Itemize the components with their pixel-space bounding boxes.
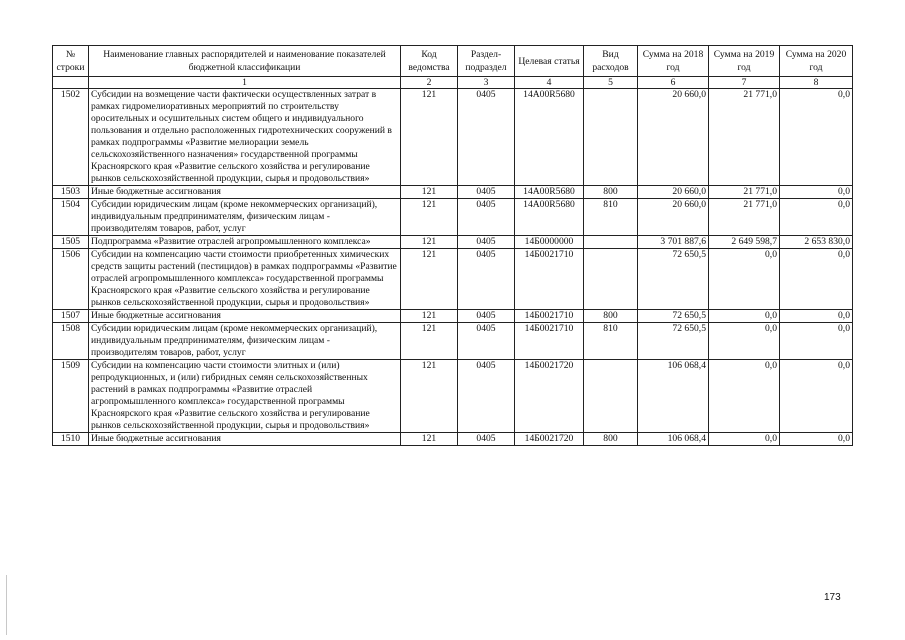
- sum-2019-cell: 21 771,0: [709, 199, 780, 236]
- row-number-cell: 1510: [53, 433, 89, 446]
- expense-type-cell: [584, 236, 638, 249]
- column-number-row: [53, 77, 853, 89]
- sum-2018-cell: 106 068,4: [638, 433, 709, 446]
- dept-code-cell: 121: [401, 323, 458, 360]
- row-number-cell: 1502: [53, 89, 89, 186]
- section-cell: 0405: [458, 89, 515, 186]
- column-number: 5: [584, 77, 638, 89]
- header-name: Наименование главных распорядителей и наименование показателей бюджетной классификации: [89, 46, 401, 77]
- target-cell: 14Б0021710: [515, 323, 584, 360]
- sum-2020-cell: 0,0: [780, 360, 853, 433]
- table-row: [53, 310, 853, 323]
- dept-code-cell: 121: [401, 186, 458, 199]
- header-row: [53, 46, 853, 77]
- sum-2020-cell: 0,0: [780, 433, 853, 446]
- section-cell: 0405: [458, 360, 515, 433]
- section-cell: 0405: [458, 323, 515, 360]
- budget-table: [52, 45, 853, 446]
- column-number: [53, 77, 89, 89]
- header-expense-type: Вид расходов: [584, 46, 638, 77]
- row-name-cell: Субсидии на компенсацию части стоимости приобретенных химических средств защиты растений (пестицидов) в рамках подпрограммы «Развитие отраслей агропромышленного комплекса» государственной программы Красноярского края «Развитие сельского хозяйства и регулирование рынков сельскохозяйственной продукции, сырья и продовольствия»: [89, 249, 401, 310]
- table-row: [53, 360, 853, 433]
- sum-2019-cell: 21 771,0: [709, 89, 780, 186]
- expense-type-cell: [584, 360, 638, 433]
- section-cell: 0405: [458, 249, 515, 310]
- target-cell: 14Б0021720: [515, 360, 584, 433]
- table-row: [53, 249, 853, 310]
- header-row-no: № строки: [53, 46, 89, 77]
- row-number-cell: 1507: [53, 310, 89, 323]
- section-cell: 0405: [458, 433, 515, 446]
- sum-2020-cell: 2 653 830,0: [780, 236, 853, 249]
- column-number: 6: [638, 77, 709, 89]
- column-number: 1: [89, 77, 401, 89]
- table-row: [53, 323, 853, 360]
- dept-code-cell: 121: [401, 360, 458, 433]
- sum-2018-cell: 72 650,5: [638, 310, 709, 323]
- table-row: [53, 199, 853, 236]
- sum-2018-cell: 72 650,5: [638, 323, 709, 360]
- sum-2019-cell: 2 649 598,7: [709, 236, 780, 249]
- sum-2020-cell: 0,0: [780, 310, 853, 323]
- row-name-cell: Субсидии на возмещение части фактически осуществленных затрат в рамках гидромелиоративных мероприятий по строительству оросительных и осушительных систем общего и индивидуального пользования и отдельно расположенных гидротехнических сооружений в рамках подпрограммы «Развитие мелиорации земель сельскохозяйственного назначения» государственной программы Красноярского края «Развитие сельского хозяйства и регулирование рынков сельскохозяйственной продукции, сырья и продовольствия»: [89, 89, 401, 186]
- header-sum-2018: Сумма на 2018 год: [638, 46, 709, 77]
- header-sum-2019: Сумма на 2019 год: [709, 46, 780, 77]
- row-number-cell: 1508: [53, 323, 89, 360]
- table-row: [53, 433, 853, 446]
- column-number: 7: [709, 77, 780, 89]
- sum-2018-cell: 72 650,5: [638, 249, 709, 310]
- sum-2018-cell: 3 701 887,6: [638, 236, 709, 249]
- expense-type-cell: 810: [584, 323, 638, 360]
- sum-2019-cell: 0,0: [709, 310, 780, 323]
- dept-code-cell: 121: [401, 310, 458, 323]
- sum-2018-cell: 20 660,0: [638, 186, 709, 199]
- row-name-cell: Иные бюджетные ассигнования: [89, 310, 401, 323]
- sum-2019-cell: 0,0: [709, 360, 780, 433]
- dept-code-cell: 121: [401, 433, 458, 446]
- row-name-cell: Субсидии на компенсацию части стоимости элитных и (или) репродукционных, и (или) гибридных семян сельскохозяйственных растений в рамках подпрограммы «Развитие отраслей агропромышленного комплекса» государственной программы Красноярского края «Развитие сельского хозяйства и регулирование рынков сельскохозяйственной продукции, сырья и продовольствия»: [89, 360, 401, 433]
- row-number-cell: 1509: [53, 360, 89, 433]
- column-number: 2: [401, 77, 458, 89]
- sum-2019-cell: 21 771,0: [709, 186, 780, 199]
- target-cell: 14Б0021710: [515, 249, 584, 310]
- target-cell: 14А00R5680: [515, 186, 584, 199]
- sum-2019-cell: 0,0: [709, 433, 780, 446]
- scan-edge-mark: [6, 575, 7, 635]
- sum-2019-cell: 0,0: [709, 249, 780, 310]
- table-row: [53, 89, 853, 186]
- row-name-cell: Субсидии юридическим лицам (кроме некоммерческих организаций), индивидуальным предпринимателям, физическим лицам - производителям товаров, работ, услуг: [89, 199, 401, 236]
- sum-2018-cell: 20 660,0: [638, 89, 709, 186]
- row-number-cell: 1505: [53, 236, 89, 249]
- sum-2018-cell: 106 068,4: [638, 360, 709, 433]
- expense-type-cell: 800: [584, 310, 638, 323]
- sum-2020-cell: 0,0: [780, 249, 853, 310]
- sum-2020-cell: 0,0: [780, 323, 853, 360]
- dept-code-cell: 121: [401, 89, 458, 186]
- sum-2020-cell: 0,0: [780, 89, 853, 186]
- target-cell: 14А00R5680: [515, 199, 584, 236]
- header-dept-code: Код ведомства: [401, 46, 458, 77]
- expense-type-cell: 800: [584, 186, 638, 199]
- target-cell: 14Б0021720: [515, 433, 584, 446]
- dept-code-cell: 121: [401, 199, 458, 236]
- header-target: Целевая статья: [515, 46, 584, 77]
- row-number-cell: 1504: [53, 199, 89, 236]
- dept-code-cell: 121: [401, 249, 458, 310]
- dept-code-cell: 121: [401, 236, 458, 249]
- section-cell: 0405: [458, 186, 515, 199]
- table-row: [53, 236, 853, 249]
- row-number-cell: 1503: [53, 186, 89, 199]
- expense-type-cell: 800: [584, 433, 638, 446]
- target-cell: 14Б0000000: [515, 236, 584, 249]
- column-number: 4: [515, 77, 584, 89]
- expense-type-cell: [584, 249, 638, 310]
- row-name-cell: Иные бюджетные ассигнования: [89, 433, 401, 446]
- section-cell: 0405: [458, 310, 515, 323]
- header-sum-2020: Сумма на 2020 год: [780, 46, 853, 77]
- table-row: [53, 186, 853, 199]
- column-number: 8: [780, 77, 853, 89]
- sum-2020-cell: 0,0: [780, 199, 853, 236]
- target-cell: 14А00R5680: [515, 89, 584, 186]
- row-number-cell: 1506: [53, 249, 89, 310]
- sum-2020-cell: 0,0: [780, 186, 853, 199]
- expense-type-cell: [584, 89, 638, 186]
- row-name-cell: Иные бюджетные ассигнования: [89, 186, 401, 199]
- sum-2018-cell: 20 660,0: [638, 199, 709, 236]
- sum-2019-cell: 0,0: [709, 323, 780, 360]
- row-name-cell: Подпрограмма «Развитие отраслей агропромышленного комплекса»: [89, 236, 401, 249]
- column-number: 3: [458, 77, 515, 89]
- section-cell: 0405: [458, 236, 515, 249]
- section-cell: 0405: [458, 199, 515, 236]
- target-cell: 14Б0021710: [515, 310, 584, 323]
- page-number: 173: [824, 592, 841, 603]
- expense-type-cell: 810: [584, 199, 638, 236]
- header-section: Раздел-подраздел: [458, 46, 515, 77]
- row-name-cell: Субсидии юридическим лицам (кроме некоммерческих организаций), индивидуальным предпринимателям, физическим лицам - производителям товаров, работ, услуг: [89, 323, 401, 360]
